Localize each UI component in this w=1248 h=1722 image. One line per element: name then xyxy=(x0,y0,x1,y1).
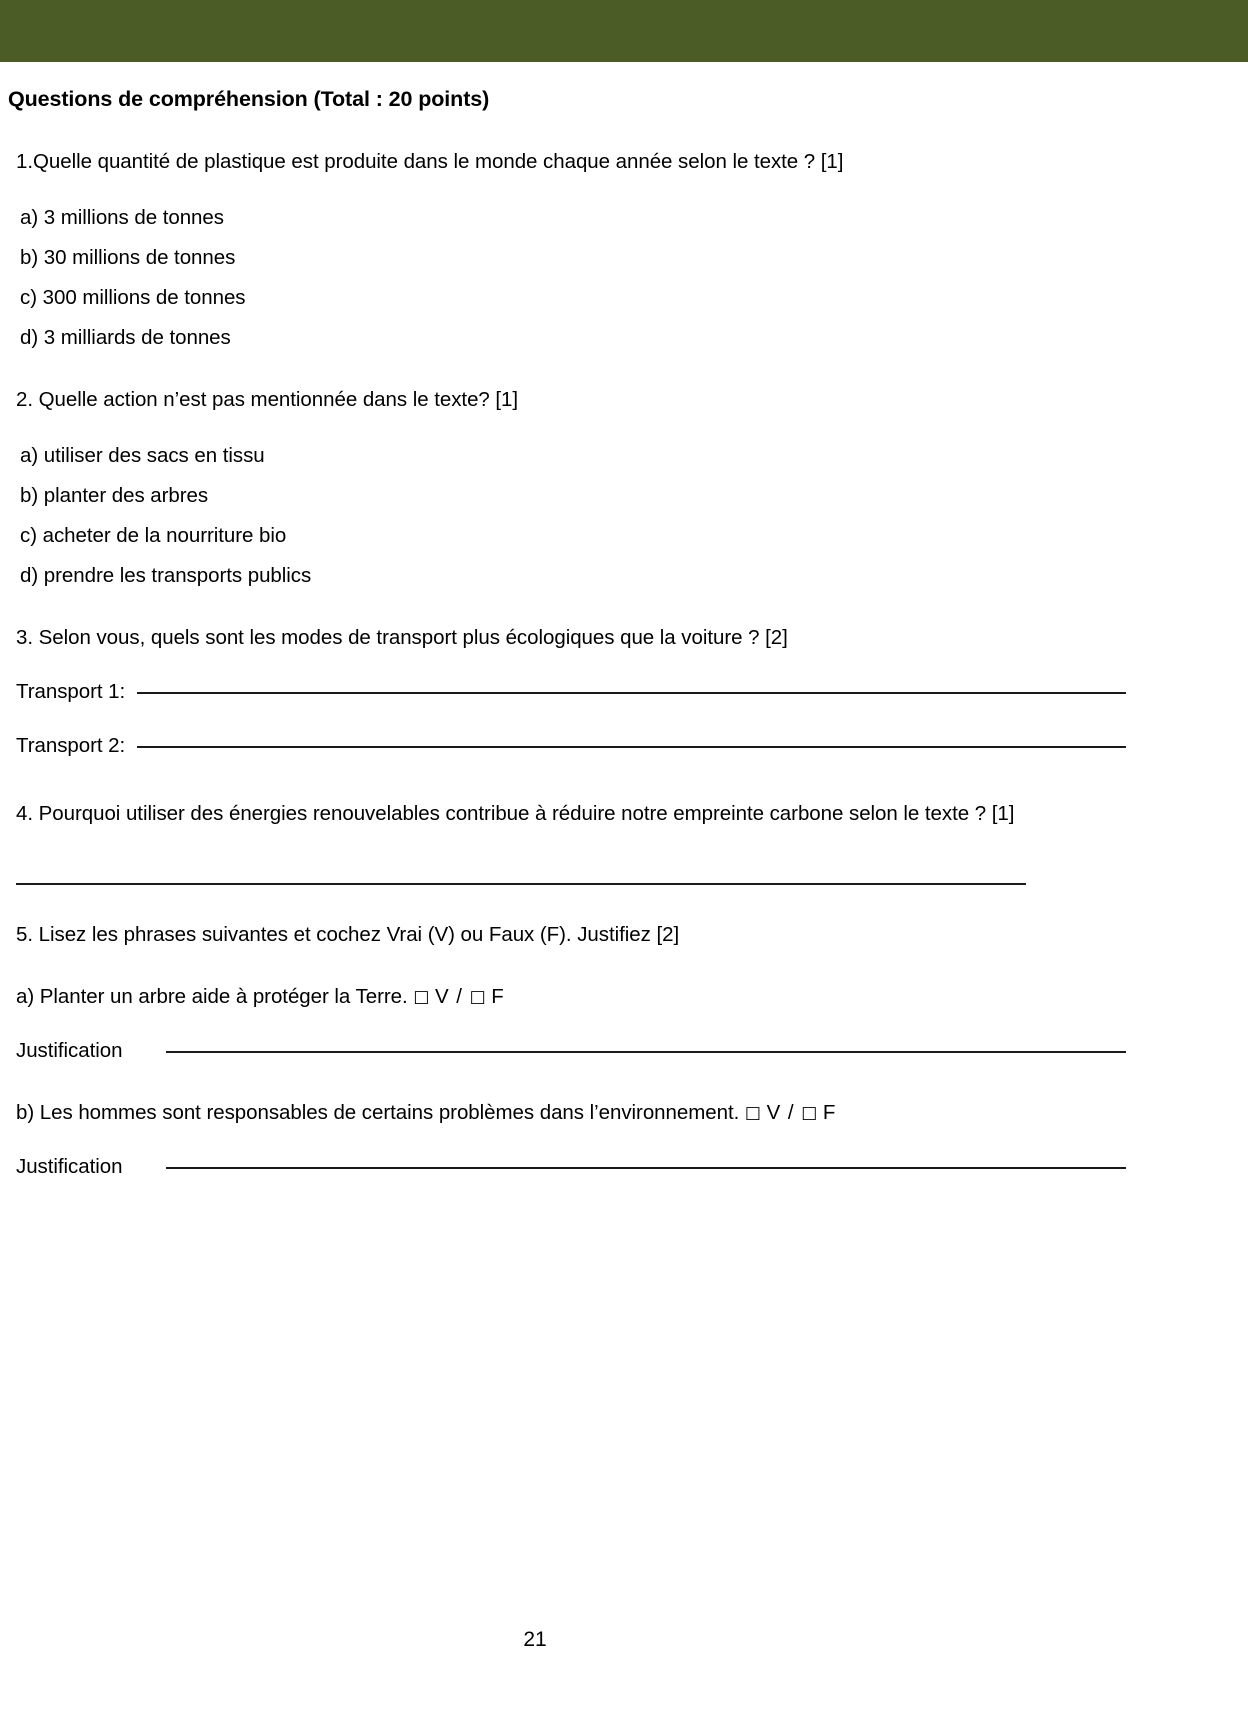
justification-5a-line[interactable] xyxy=(166,1051,1126,1053)
header-color-band xyxy=(0,0,1248,62)
option-2d[interactable]: d) prendre les transports publics xyxy=(20,564,312,587)
question-1-options xyxy=(0,196,1248,350)
label-5b-true: V xyxy=(766,1101,781,1125)
statement-5a-text: a) Planter un arbre aide à protéger la Terre. xyxy=(16,985,408,1009)
question-1-prompt: 1.Quelle quantité de plastique est produite dans le monde chaque année selon le texte ? [1] xyxy=(16,150,844,173)
question-5-prompt: 5. Lisez les phrases suivantes et cochez Vrai (V) ou Faux (F). Justifiez [2] xyxy=(16,923,680,947)
option-1d[interactable]: d) 3 milliards de tonnes xyxy=(20,326,231,349)
justification-5b-row xyxy=(16,1155,1126,1179)
label-5a-false: F xyxy=(491,985,504,1009)
question-2-options xyxy=(0,434,1248,588)
question-4-prompt: 4. Pourquoi utiliser des énergies renouvelables contribue à réduire notre empreinte carbone selon le texte ? [1] xyxy=(16,802,1015,825)
statement-5b xyxy=(16,1101,1248,1125)
justification-5a-label: Justification xyxy=(16,1039,123,1063)
justification-5b-label: Justification xyxy=(16,1155,123,1179)
option-1b[interactable]: b) 30 millions de tonnes xyxy=(20,246,236,269)
statement-5a xyxy=(16,985,1248,1009)
question-2-prompt: 2. Quelle action n’est pas mentionnée dans le texte? [1] xyxy=(16,388,519,411)
option-1a[interactable]: a) 3 millions de tonnes xyxy=(20,206,224,229)
statement-5b-text: b) Les hommes sont responsables de certains problèmes dans l’environnement. xyxy=(16,1101,740,1125)
page-number: 21 xyxy=(523,1628,547,1651)
justification-5b-line[interactable] xyxy=(166,1167,1126,1169)
transport-2-row xyxy=(16,734,1126,758)
option-1c[interactable]: c) 300 millions de tonnes xyxy=(20,286,246,309)
question-3-prompt: 3. Selon vous, quels sont les modes de transport plus écologiques que la voiture ? [2] xyxy=(16,626,788,649)
document-page xyxy=(0,62,1248,1179)
justification-5a-row xyxy=(16,1039,1126,1063)
transport-2-answer-line[interactable] xyxy=(137,746,1126,748)
checkbox-5a-true[interactable]: □ xyxy=(413,987,430,1008)
page-title: Questions de compréhension (Total : 20 points) xyxy=(8,87,490,111)
checkbox-5b-true[interactable]: □ xyxy=(744,1103,761,1124)
separator-5a: / xyxy=(456,985,462,1009)
option-2b[interactable]: b) planter des arbres xyxy=(20,484,209,507)
checkbox-5a-false[interactable]: □ xyxy=(469,987,486,1008)
question-4-answer-line[interactable] xyxy=(16,883,1026,885)
checkbox-5b-false[interactable]: □ xyxy=(801,1103,818,1124)
transport-1-label: Transport 1: xyxy=(16,680,126,703)
transport-1-row xyxy=(16,680,1126,704)
transport-1-answer-line[interactable] xyxy=(137,692,1126,694)
option-2c[interactable]: c) acheter de la nourriture bio xyxy=(20,524,287,547)
option-2a[interactable]: a) utiliser des sacs en tissu xyxy=(20,444,265,467)
separator-5b: / xyxy=(787,1101,794,1125)
transport-2-label: Transport 2: xyxy=(16,734,126,757)
label-5b-false: F xyxy=(822,1101,836,1125)
label-5a-true: V xyxy=(434,985,449,1009)
